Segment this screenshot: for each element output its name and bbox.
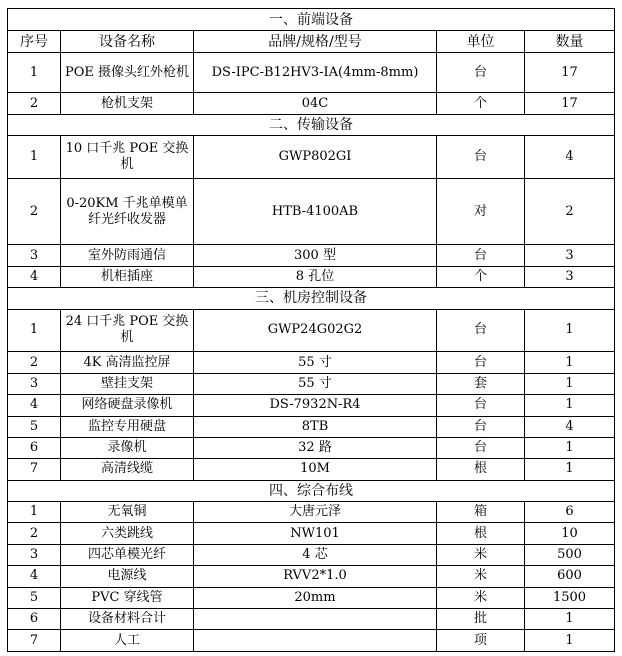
table-row	[8, 416, 615, 437]
table-row	[8, 502, 615, 523]
cell-unit: 台	[437, 395, 525, 416]
cell-qty: 1	[525, 395, 615, 416]
cell-qty: 1	[525, 352, 615, 373]
cell-model: 04C	[194, 93, 437, 114]
cell-model: 10M	[194, 459, 437, 480]
cell-qty: 1	[525, 609, 615, 630]
cell-name: 六类跳线	[61, 523, 194, 544]
cell-no: 3	[8, 544, 61, 565]
cell-qty: 3	[525, 245, 615, 266]
cell-name: 机柜插座	[61, 266, 194, 287]
cell-unit: 台	[437, 352, 525, 373]
cell-no: 5	[8, 587, 61, 608]
cell-no: 1	[8, 309, 61, 352]
cell-unit: 米	[437, 544, 525, 565]
cell-no: 4	[8, 266, 61, 287]
cell-model: DS-IPC-B12HV3-IA(4mm-8mm)	[194, 52, 437, 93]
cell-no: 4	[8, 395, 61, 416]
cell-no: 4	[8, 566, 61, 587]
cell-unit: 箱	[437, 502, 525, 523]
cell-unit: 根	[437, 523, 525, 544]
cell-name: 四芯单模光纤	[61, 544, 194, 565]
table-row	[8, 587, 615, 608]
cell-no: 1	[8, 502, 61, 523]
cell-model	[194, 630, 437, 652]
cell-unit: 项	[437, 630, 525, 652]
cell-name: 10 口千兆 POE 交换机	[61, 136, 194, 179]
table-row	[8, 266, 615, 287]
cell-qty: 17	[525, 93, 615, 114]
header-unit: 单位	[437, 31, 525, 52]
header-row	[8, 31, 615, 52]
cell-model: GWP802GI	[194, 136, 437, 179]
header-model: 品牌/规格/型号	[194, 31, 437, 52]
header-name: 设备名称	[61, 31, 194, 52]
section-title: 二、传输设备	[8, 114, 615, 135]
cell-qty: 1	[525, 630, 615, 652]
cell-qty: 1	[525, 459, 615, 480]
cell-model: 大唐元泽	[194, 502, 437, 523]
cell-name: 24 口千兆 POE 交换机	[61, 309, 194, 352]
header-qty: 数量	[525, 31, 615, 52]
cell-qty: 4	[525, 416, 615, 437]
cell-no: 5	[8, 416, 61, 437]
cell-name: 人工	[61, 630, 194, 652]
cell-unit: 米	[437, 566, 525, 587]
cell-unit: 对	[437, 179, 525, 245]
cell-model: 32 路	[194, 437, 437, 458]
cell-model: DS-7932N-R4	[194, 395, 437, 416]
cell-model: 300 型	[194, 245, 437, 266]
cell-qty: 1	[525, 309, 615, 352]
cell-model: NW101	[194, 523, 437, 544]
cell-qty: 1500	[525, 587, 615, 608]
cell-name: 无氧铜	[61, 502, 194, 523]
cell-qty: 10	[525, 523, 615, 544]
cell-no: 3	[8, 373, 61, 394]
cell-no: 2	[8, 93, 61, 114]
section-title: 一、前端设备	[8, 9, 615, 31]
cell-model: HTB-4100AB	[194, 179, 437, 245]
cell-name: 4K 高清监控屏	[61, 352, 194, 373]
table-row	[8, 630, 615, 652]
cell-model: RVV2*1.0	[194, 566, 437, 587]
section-title: 三、机房控制设备	[8, 288, 615, 309]
equipment-table-body	[8, 9, 615, 652]
section-row	[8, 480, 615, 501]
table-row	[8, 544, 615, 565]
section-row	[8, 9, 615, 31]
cell-unit: 个	[437, 266, 525, 287]
cell-no: 2	[8, 523, 61, 544]
table-row	[8, 523, 615, 544]
cell-unit: 台	[437, 416, 525, 437]
cell-qty: 1	[525, 437, 615, 458]
cell-unit: 个	[437, 93, 525, 114]
cell-model: 8 孔位	[194, 266, 437, 287]
table-row	[8, 93, 615, 114]
table-row	[8, 395, 615, 416]
equipment-table	[7, 8, 615, 652]
cell-name: 网络硬盘录像机	[61, 395, 194, 416]
cell-unit: 台	[437, 437, 525, 458]
section-row	[8, 114, 615, 135]
cell-unit: 套	[437, 373, 525, 394]
cell-model	[194, 609, 437, 630]
cell-unit: 台	[437, 245, 525, 266]
cell-qty: 1	[525, 373, 615, 394]
cell-qty: 500	[525, 544, 615, 565]
table-row	[8, 52, 615, 93]
table-row	[8, 373, 615, 394]
cell-model: 20mm	[194, 587, 437, 608]
cell-model: 4 芯	[194, 544, 437, 565]
section-row	[8, 288, 615, 309]
cell-qty: 3	[525, 266, 615, 287]
cell-qty: 4	[525, 136, 615, 179]
cell-unit: 台	[437, 136, 525, 179]
cell-qty: 6	[525, 502, 615, 523]
cell-name: 监控专用硬盘	[61, 416, 194, 437]
cell-unit: 台	[437, 52, 525, 93]
cell-name: 录像机	[61, 437, 194, 458]
cell-unit: 台	[437, 309, 525, 352]
cell-name: 设备材料合计	[61, 609, 194, 630]
header-no: 序号	[8, 31, 61, 52]
table-row	[8, 609, 615, 630]
cell-no: 6	[8, 609, 61, 630]
cell-model: GWP24G02G2	[194, 309, 437, 352]
cell-model: 55 寸	[194, 373, 437, 394]
table-row	[8, 566, 615, 587]
cell-name: 电源线	[61, 566, 194, 587]
table-row	[8, 352, 615, 373]
cell-no: 2	[8, 179, 61, 245]
cell-qty: 2	[525, 179, 615, 245]
cell-name: 壁挂支架	[61, 373, 194, 394]
cell-no: 7	[8, 630, 61, 652]
table-row	[8, 459, 615, 480]
cell-qty: 600	[525, 566, 615, 587]
cell-name: 高清线缆	[61, 459, 194, 480]
section-title: 四、综合布线	[8, 480, 615, 501]
cell-no: 7	[8, 459, 61, 480]
cell-no: 6	[8, 437, 61, 458]
cell-name: 枪机支架	[61, 93, 194, 114]
table-row	[8, 309, 615, 352]
cell-unit: 批	[437, 609, 525, 630]
cell-name: 0-20KM 千兆单模单纤光纤收发器	[61, 179, 194, 245]
cell-no: 2	[8, 352, 61, 373]
table-row	[8, 136, 615, 179]
cell-name: POE 摄像头红外枪机	[61, 52, 194, 93]
table-row	[8, 245, 615, 266]
cell-no: 1	[8, 136, 61, 179]
cell-model: 8TB	[194, 416, 437, 437]
table-row	[8, 437, 615, 458]
cell-name: PVC 穿线管	[61, 587, 194, 608]
cell-name: 室外防雨通信	[61, 245, 194, 266]
cell-qty: 17	[525, 52, 615, 93]
cell-unit: 根	[437, 459, 525, 480]
table-row	[8, 179, 615, 245]
cell-unit: 米	[437, 587, 525, 608]
cell-no: 3	[8, 245, 61, 266]
cell-no: 1	[8, 52, 61, 93]
cell-model: 55 寸	[194, 352, 437, 373]
